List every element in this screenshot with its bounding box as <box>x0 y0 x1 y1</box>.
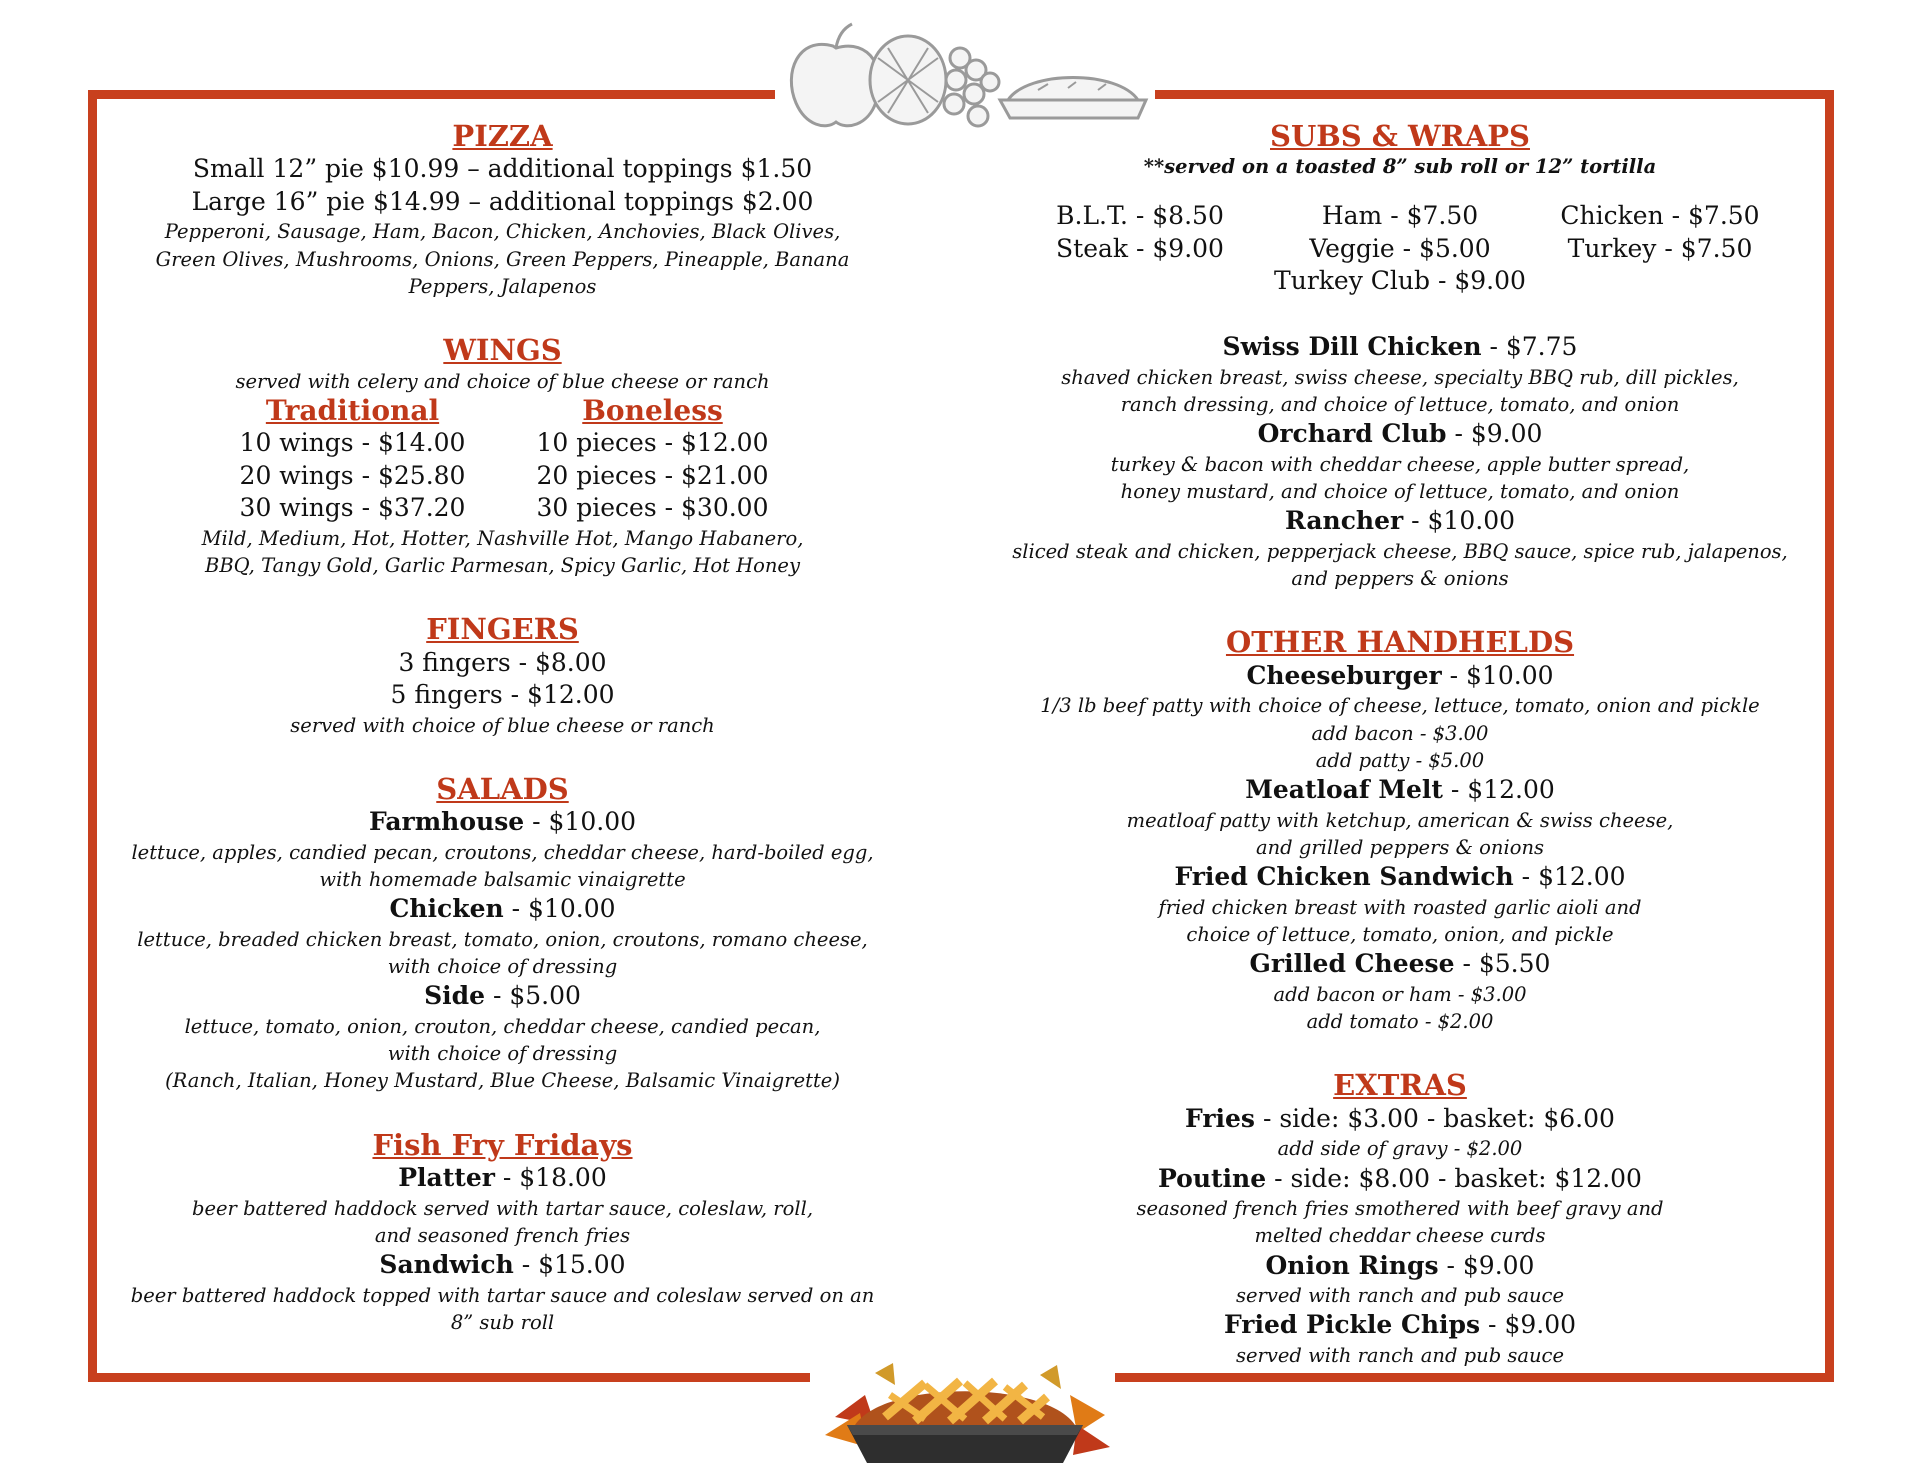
wings-section <box>120 334 885 579</box>
sub-item: Steak - $9.00 <box>1056 233 1224 263</box>
fingers-section <box>120 613 885 739</box>
pizza-toppings-line: Green Olives, Mushrooms, Onions, Green Peppers, Pineapple, Banana <box>155 247 850 271</box>
extra-name: Fries <box>1185 1103 1256 1133</box>
extra-title <box>1010 1309 1790 1342</box>
extra-desc: melted cheddar cheese curds <box>1254 1224 1546 1248</box>
extras-section <box>1010 1069 1790 1369</box>
handheld-desc: add bacon - $3.00 <box>1311 721 1489 745</box>
extra-title <box>1010 1103 1790 1136</box>
sub-desc: honey mustard, and choice of lettuce, tomato, and onion <box>1120 480 1680 504</box>
extra-desc: add side of gravy - $2.00 <box>1277 1137 1523 1161</box>
salad-name: Chicken <box>389 894 504 924</box>
extra-desc: served with ranch and pub sauce <box>1235 1284 1565 1308</box>
wings-item: 30 wings - $37.20 <box>239 493 466 523</box>
fish-fry-heading: Fish Fry Fridays <box>372 1127 633 1162</box>
fish-desc: beer battered haddock topped with tartar sauce and coleslaw served on an <box>130 1283 875 1307</box>
sub-title <box>1010 418 1790 451</box>
left-column <box>120 120 885 1336</box>
salad-desc: lettuce, tomato, onion, crouton, cheddar cheese, candied pecan, <box>184 1014 821 1038</box>
fingers-item: 3 fingers - $8.00 <box>398 647 607 677</box>
fingers-note: served with choice of blue cheese or ranch <box>290 713 715 737</box>
wings-item: 10 wings - $14.00 <box>239 428 466 458</box>
handheld-desc: add bacon or ham - $3.00 <box>1273 982 1527 1006</box>
subs-grid <box>1010 199 1790 265</box>
handheld-desc: add patty - $5.00 <box>1315 748 1485 772</box>
salad-desc: lettuce, apples, candied pecan, croutons, cheddar cheese, hard-boiled egg, <box>131 840 874 864</box>
sub-title <box>1010 331 1790 364</box>
pizza-small: Small 12” pie $10.99 – additional toppings $1.50 <box>192 154 813 184</box>
wings-note: served with celery and choice of blue cheese or ranch <box>235 369 770 393</box>
sub-item: Ham - $7.50 <box>1321 200 1479 230</box>
extra-name: Poutine <box>1158 1163 1267 1193</box>
salad-name: Farmhouse <box>368 807 525 837</box>
fish-title <box>120 1249 885 1282</box>
salad-title <box>120 893 885 926</box>
salad-desc: lettuce, breaded chicken breast, tomato, onion, croutons, romano cheese, <box>137 927 868 951</box>
extra-title <box>1010 1163 1790 1196</box>
sub-name: Rancher <box>1284 506 1404 536</box>
salad-name: Side <box>424 981 485 1011</box>
salad-price: - $10.00 <box>524 807 637 837</box>
pizza-section <box>120 120 885 300</box>
handheld-price: - $10.00 <box>1441 660 1554 690</box>
handheld-price: - $12.00 <box>1513 862 1626 892</box>
handheld-title <box>1010 774 1790 807</box>
extra-price: - side: $8.00 - basket: $12.00 <box>1266 1163 1642 1193</box>
wings-boneless <box>503 395 803 525</box>
handheld-name: Grilled Cheese <box>1249 949 1455 979</box>
subs-note: **served on a toasted 8” sub roll or 12” tortilla <box>1143 155 1657 179</box>
wings-traditional <box>203 395 503 525</box>
boneless-item: 10 pieces - $12.00 <box>536 428 769 458</box>
fish-name: Sandwich <box>379 1250 514 1280</box>
sub-item: Veggie - $5.00 <box>1309 233 1491 263</box>
handheld-title <box>1010 948 1790 981</box>
salad-dressings: (Ranch, Italian, Honey Mustard, Blue Cheese, Balsamic Vinaigrette) <box>165 1069 840 1093</box>
lattice-pie-illustration <box>815 1355 1115 1475</box>
handheld-price: - $12.00 <box>1442 775 1555 805</box>
fish-price: - $15.00 <box>513 1250 626 1280</box>
sub-price: - $10.00 <box>1403 506 1516 536</box>
sub-item: Turkey - $7.50 <box>1567 233 1753 263</box>
salad-desc: with choice of dressing <box>387 1042 618 1066</box>
fingers-item: 5 fingers - $12.00 <box>390 680 615 709</box>
extras-heading: EXTRAS <box>1333 1068 1467 1103</box>
extra-name: Onion Rings <box>1265 1250 1439 1280</box>
subs-section <box>1010 120 1790 592</box>
subs-heading: SUBS & WRAPS <box>1270 119 1530 153</box>
handheld-desc: choice of lettuce, tomato, onion, and pickle <box>1186 923 1614 947</box>
sub-desc: sliced steak and chicken, pepperjack cheese, BBQ sauce, spice rub, jalapenos, <box>1012 539 1788 563</box>
right-column <box>1010 120 1790 1369</box>
salads-section <box>120 773 885 1095</box>
handheld-desc: fried chicken breast with roasted garlic aioli and <box>1158 895 1642 919</box>
extra-title <box>1010 1250 1790 1283</box>
sub-item: B.L.T. - $8.50 <box>1056 200 1224 230</box>
salad-price: - $5.00 <box>485 981 581 1011</box>
fish-price: - $18.00 <box>494 1163 607 1193</box>
sub-name: Orchard Club <box>1257 419 1447 449</box>
extra-price: - side: $3.00 - basket: $6.00 <box>1255 1103 1615 1133</box>
sub-price: - $9.00 <box>1446 419 1543 449</box>
handheld-title <box>1010 660 1790 693</box>
fish-desc: beer battered haddock served with tartar sauce, coleslaw, roll, <box>191 1196 814 1220</box>
salad-title <box>120 806 885 839</box>
boneless-heading: Boneless <box>582 393 723 427</box>
sub-name: Swiss Dill Chicken <box>1222 332 1482 362</box>
traditional-heading: Traditional <box>265 393 440 427</box>
fish-name: Platter <box>398 1163 495 1193</box>
salad-price: - $10.00 <box>503 894 616 924</box>
fingers-heading: FINGERS <box>426 612 579 647</box>
sub-item-turkey-club: Turkey Club - $9.00 <box>1274 265 1526 295</box>
extra-price: - $9.00 <box>1438 1250 1535 1280</box>
boneless-item: 20 pieces - $21.00 <box>536 460 769 490</box>
sub-item: Chicken - $7.50 <box>1560 200 1760 230</box>
sub-desc: turkey & bacon with cheddar cheese, apple butter spread, <box>1110 452 1690 476</box>
pizza-toppings-line: Peppers, Jalapenos <box>408 274 597 298</box>
wings-heading: WINGS <box>443 333 562 368</box>
handheld-desc: add tomato - $2.00 <box>1306 1010 1494 1034</box>
handheld-name: Meatloaf Melt <box>1245 775 1443 805</box>
sub-desc: shaved chicken breast, swiss cheese, specialty BBQ rub, dill pickles, <box>1061 365 1739 389</box>
salads-heading: SALADS <box>436 771 569 806</box>
wings-item: 20 wings - $25.80 <box>239 460 466 490</box>
handheld-title <box>1010 861 1790 894</box>
sub-title <box>1010 505 1790 538</box>
handhelds-heading: OTHER HANDHELDS <box>1225 625 1575 660</box>
boneless-item: 30 pieces - $30.00 <box>536 493 769 523</box>
wings-flavors: BBQ, Tangy Gold, Garlic Parmesan, Spicy Garlic, Hot Honey <box>205 553 800 577</box>
pizza-heading: PIZZA <box>452 119 553 153</box>
pizza-large: Large 16” pie $14.99 – additional toppings $2.00 <box>191 186 814 216</box>
salad-desc: with homemade balsamic vinaigrette <box>319 867 686 891</box>
extra-price: - $9.00 <box>1480 1310 1577 1340</box>
sub-desc: ranch dressing, and choice of lettuce, tomato, and onion <box>1120 392 1680 416</box>
extra-desc: seasoned french fries smothered with beef gravy and <box>1136 1197 1664 1221</box>
wings-flavors: Mild, Medium, Hot, Hotter, Nashville Hot, Mango Habanero, <box>201 526 804 550</box>
handheld-desc: 1/3 lb beef patty with choice of cheese, lettuce, tomato, onion and pickle <box>1040 694 1760 718</box>
extra-name: Fried Pickle Chips <box>1223 1310 1481 1340</box>
handheld-desc: and grilled peppers & onions <box>1255 835 1545 859</box>
fish-title <box>120 1162 885 1195</box>
handheld-name: Fried Chicken Sandwich <box>1174 862 1514 892</box>
salad-title <box>120 980 885 1013</box>
handhelds-section <box>1010 626 1790 1035</box>
salad-desc: with choice of dressing <box>387 955 618 979</box>
handheld-name: Cheeseburger <box>1246 660 1442 690</box>
fish-fry-section <box>120 1129 885 1337</box>
extra-desc: served with ranch and pub sauce <box>1235 1343 1565 1367</box>
sub-desc: and peppers & onions <box>1291 567 1509 591</box>
fish-desc: 8” sub roll <box>450 1310 555 1334</box>
handheld-desc: meatloaf patty with ketchup, american & swiss cheese, <box>1126 808 1674 832</box>
pizza-toppings-line: Pepperoni, Sausage, Ham, Bacon, Chicken, Anchovies, Black Olives, <box>164 220 841 244</box>
fish-desc: and seasoned french fries <box>374 1223 631 1247</box>
sub-price: - $7.75 <box>1481 332 1578 362</box>
handheld-price: - $5.50 <box>1454 949 1551 979</box>
